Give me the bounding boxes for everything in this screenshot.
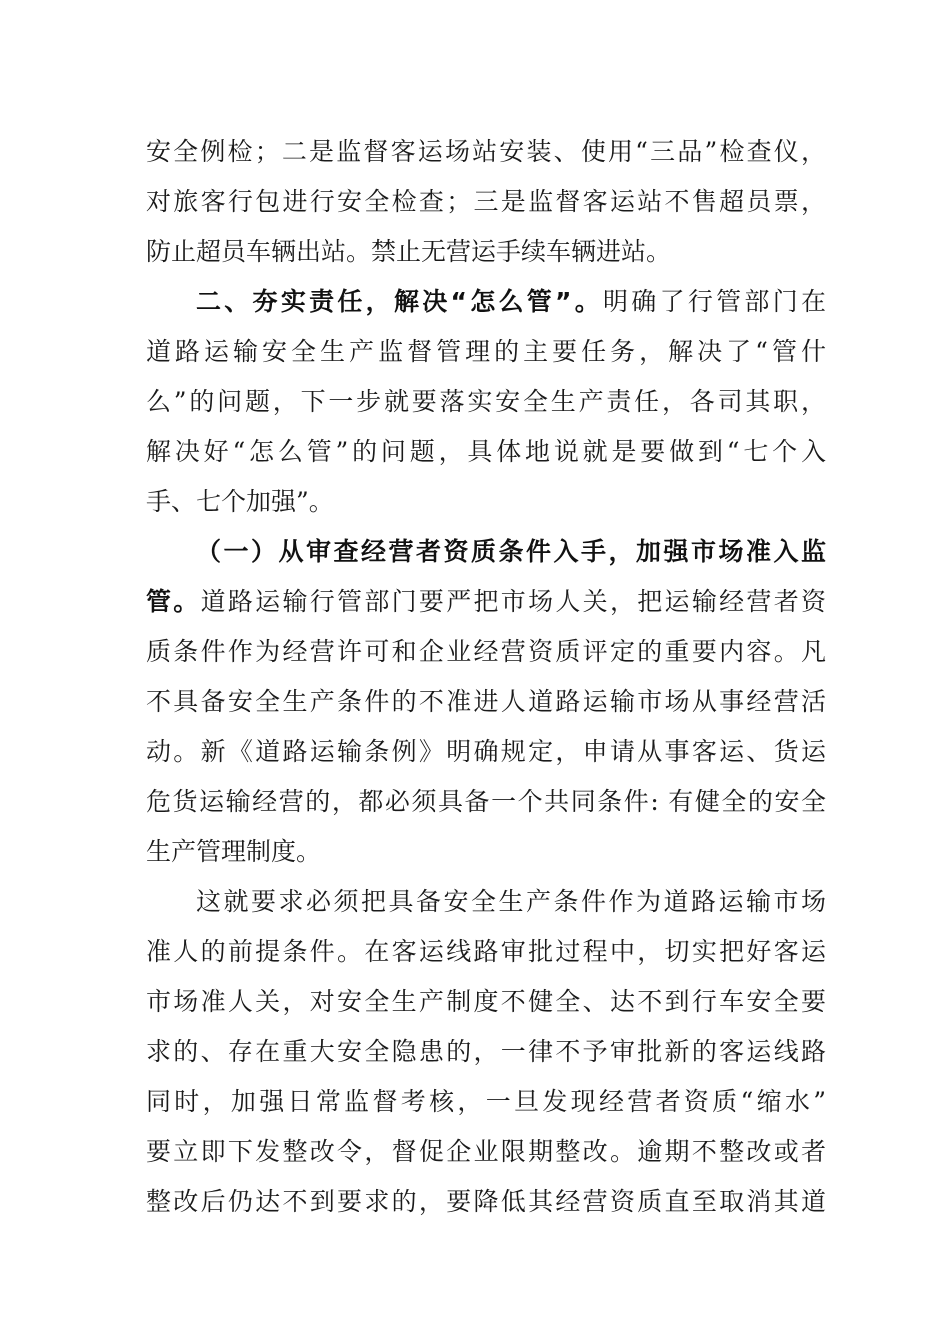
text-line: 危货运输经营的，都必须具备一个共同条件: 有健全的安全	[146, 787, 826, 816]
text-line: 对旅客行包进行安全检查；三是监督客运站不售超员票，	[146, 187, 826, 216]
text-line: 解决好“怎么管”的问题，具体地说就是要做到“七个入	[146, 437, 826, 466]
text-line: 市场准人关，对安全生产制度不健全、达不到行车安全要	[146, 987, 826, 1016]
text-line: 准人的前提条件。在客运线路审批过程中，切实把好客运	[146, 937, 826, 966]
text-line: 手、七个加强”。	[146, 487, 334, 516]
text-line: 同时，加强日常监督考核，一旦发现经营者资质“缩水”	[146, 1087, 826, 1116]
text-line: 动。新《道路运输条例》明确规定，申请从事客运、货运	[146, 737, 826, 766]
text-line: 道路运输安全生产监督管理的主要任务，解决了“管什	[146, 337, 826, 366]
text-line: 整改后仍达不到要求的，要降低其经营资质直至取消其道	[146, 1187, 826, 1216]
text-line: 管。道路运输行管部门要严把市场人关，把运输经营者资	[146, 587, 826, 616]
section-heading: 二、夯实责任，解决“怎么管”。	[196, 287, 604, 316]
text-line: 求的、存在重大安全隐患的，一律不予审批新的客运线路	[146, 1037, 826, 1066]
section-heading-line: 二、夯实责任，解决“怎么管”。明确了行管部门在	[196, 287, 826, 316]
text-line: 不具备安全生产条件的不准进人道路运输市场从事经营活	[146, 687, 826, 716]
subsection-heading-line	[196, 527, 826, 577]
text-line: 生产管理制度。	[146, 837, 322, 866]
text-line: 质条件作为经营许可和企业经营资质评定的重要内容。凡	[146, 637, 826, 666]
subsection-heading-end: 管。	[146, 587, 201, 616]
text-line: 要立即下发整改令，督促企业限期整改。逾期不整改或者	[146, 1137, 826, 1166]
text-line: 防止超员车辆出站。禁止无营运手续车辆进站。	[146, 237, 672, 266]
text-line: 么”的问题，下一步就要落实安全生产责任，各司其职，	[146, 387, 826, 416]
subsection-heading: （一）从审查经营者资质条件入手，加强市场准入监	[196, 537, 826, 566]
text-line: 这就要求必须把具备安全生产条件作为道路运输市场	[196, 887, 826, 916]
text-line: 安全例检；二是监督客运场站安装、使用“三品”检查仪，	[146, 137, 826, 166]
